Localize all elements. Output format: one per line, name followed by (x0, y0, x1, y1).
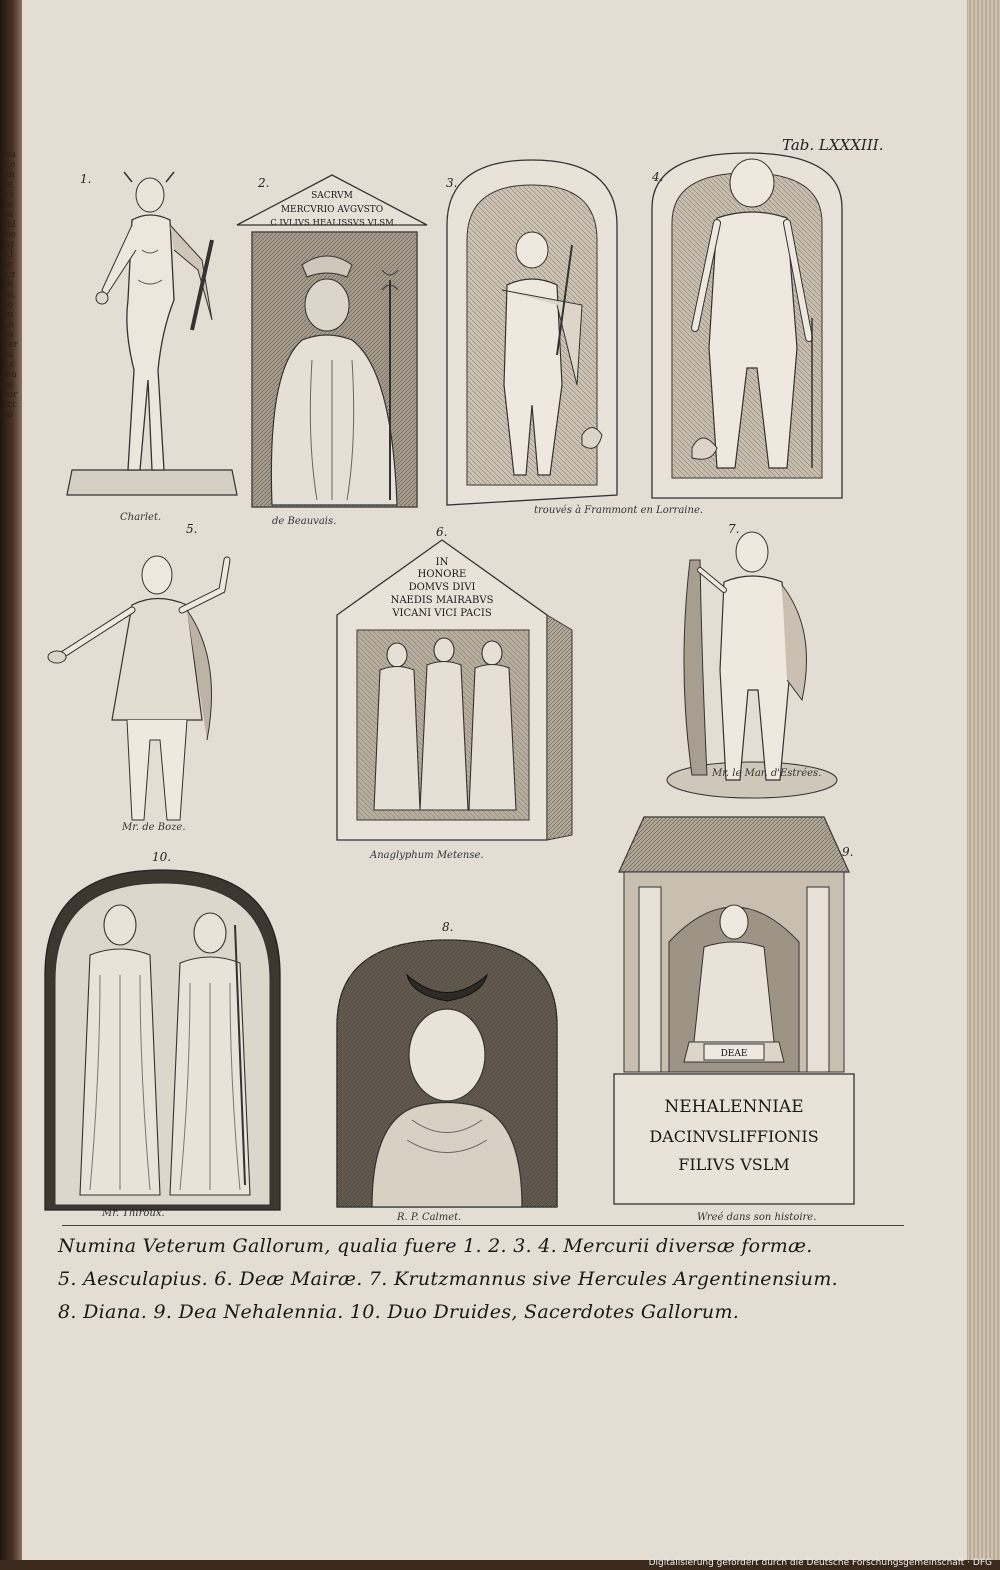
plate-title-line-3: 8. Diana. 9. Dea Nehalennia. 10. Duo Druides, Sacerdotes Gallorum. (58, 1301, 740, 1323)
figure-3-niche (432, 155, 632, 515)
svg-text:FILIVS VSLM: FILIVS VSLM (678, 1155, 790, 1174)
caption-2: de Beauvais. (272, 516, 337, 527)
svg-text:HONORE: HONORE (417, 569, 467, 580)
svg-text:MERCVRIO AVGVSTO: MERCVRIO AVGVSTO (280, 205, 384, 215)
caption-8: R. P. Calmet. (397, 1212, 462, 1223)
figure-8-diana (332, 935, 562, 1213)
svg-text:C IVLIVS HEALISSVS VLSM: C IVLIVS HEALISSVS VLSM (270, 218, 394, 228)
number-10: 10. (152, 850, 172, 864)
number-4: 4. (652, 170, 664, 184)
number-9: 9. (842, 845, 854, 859)
title-rule (62, 1225, 904, 1226)
figure-9-nehalennia (604, 812, 864, 1212)
svg-text:NEHALENNIAE: NEHALENNIAE (664, 1097, 804, 1117)
svg-text:DOMVS DIVI: DOMVS DIVI (408, 582, 476, 593)
figure-6-stele (332, 535, 577, 850)
svg-text:IN: IN (435, 557, 449, 568)
svg-text:DACINVSLIFFIONIS: DACINVSLIFFIONIS (649, 1127, 819, 1146)
number-8: 8. (442, 920, 454, 934)
svg-text:DEAE: DEAE (720, 1049, 748, 1059)
figure-10-druids (40, 865, 285, 1215)
svg-text:NAEDIS MAIRABVS: NAEDIS MAIRABVS (390, 595, 494, 606)
page-edges (967, 0, 1000, 1570)
digitization-footer (0, 1560, 1000, 1570)
footer-text: Digitalisierung gefördert durch die Deutsche Forschungsgemeinschaft · DFG (648, 1558, 992, 1568)
book-spine (0, 0, 22, 1570)
plate-number: Tab. LXXXIII. (782, 136, 884, 154)
number-6: 6. (436, 525, 448, 539)
svg-text:VICANI VICI PACIS: VICANI VICI PACIS (392, 608, 492, 619)
plate-page (22, 0, 968, 1560)
spine-bleed-text: lnae,erinnen,inenachlinenge,lach,zehen,doent,nhar,ernan,ctuagepernrche (2, 150, 18, 420)
figure-2-stele (232, 170, 432, 515)
figure-7-hercules (652, 520, 852, 810)
number-2: 2. (258, 176, 270, 190)
caption-10: Mr. Thiroux. (102, 1208, 165, 1219)
number-7: 7. (728, 522, 740, 536)
number-1: 1. (80, 172, 92, 186)
caption-1: Charlet. (120, 512, 162, 523)
caption-9: Wreé dans son histoire. (697, 1212, 817, 1223)
caption-3-4: trouvés à Frammont en Lorraine. (534, 505, 704, 516)
svg-text:SACRVM: SACRVM (311, 191, 353, 201)
caption-5: Mr. de Boze. (122, 822, 186, 833)
figure-1-mercury (62, 170, 247, 510)
figure-4-niche (647, 148, 847, 508)
plate-title-line-2: 5. Aesculapius. 6. Deæ Mairæ. 7. Krutzmannus sive Hercules Argentinensium. (58, 1268, 838, 1290)
number-3: 3. (446, 176, 458, 190)
number-5: 5. (186, 522, 198, 536)
figure-5-aesculapius (32, 540, 262, 840)
caption-7: Mr. le Mar. d'Estrées. (712, 768, 822, 779)
caption-6: Anaglyphum Metense. (370, 850, 484, 861)
plate-title-line-1: Numina Veterum Gallorum, qualia fuere 1. 2. 3. 4. Mercurii diversæ formæ. (58, 1235, 813, 1257)
